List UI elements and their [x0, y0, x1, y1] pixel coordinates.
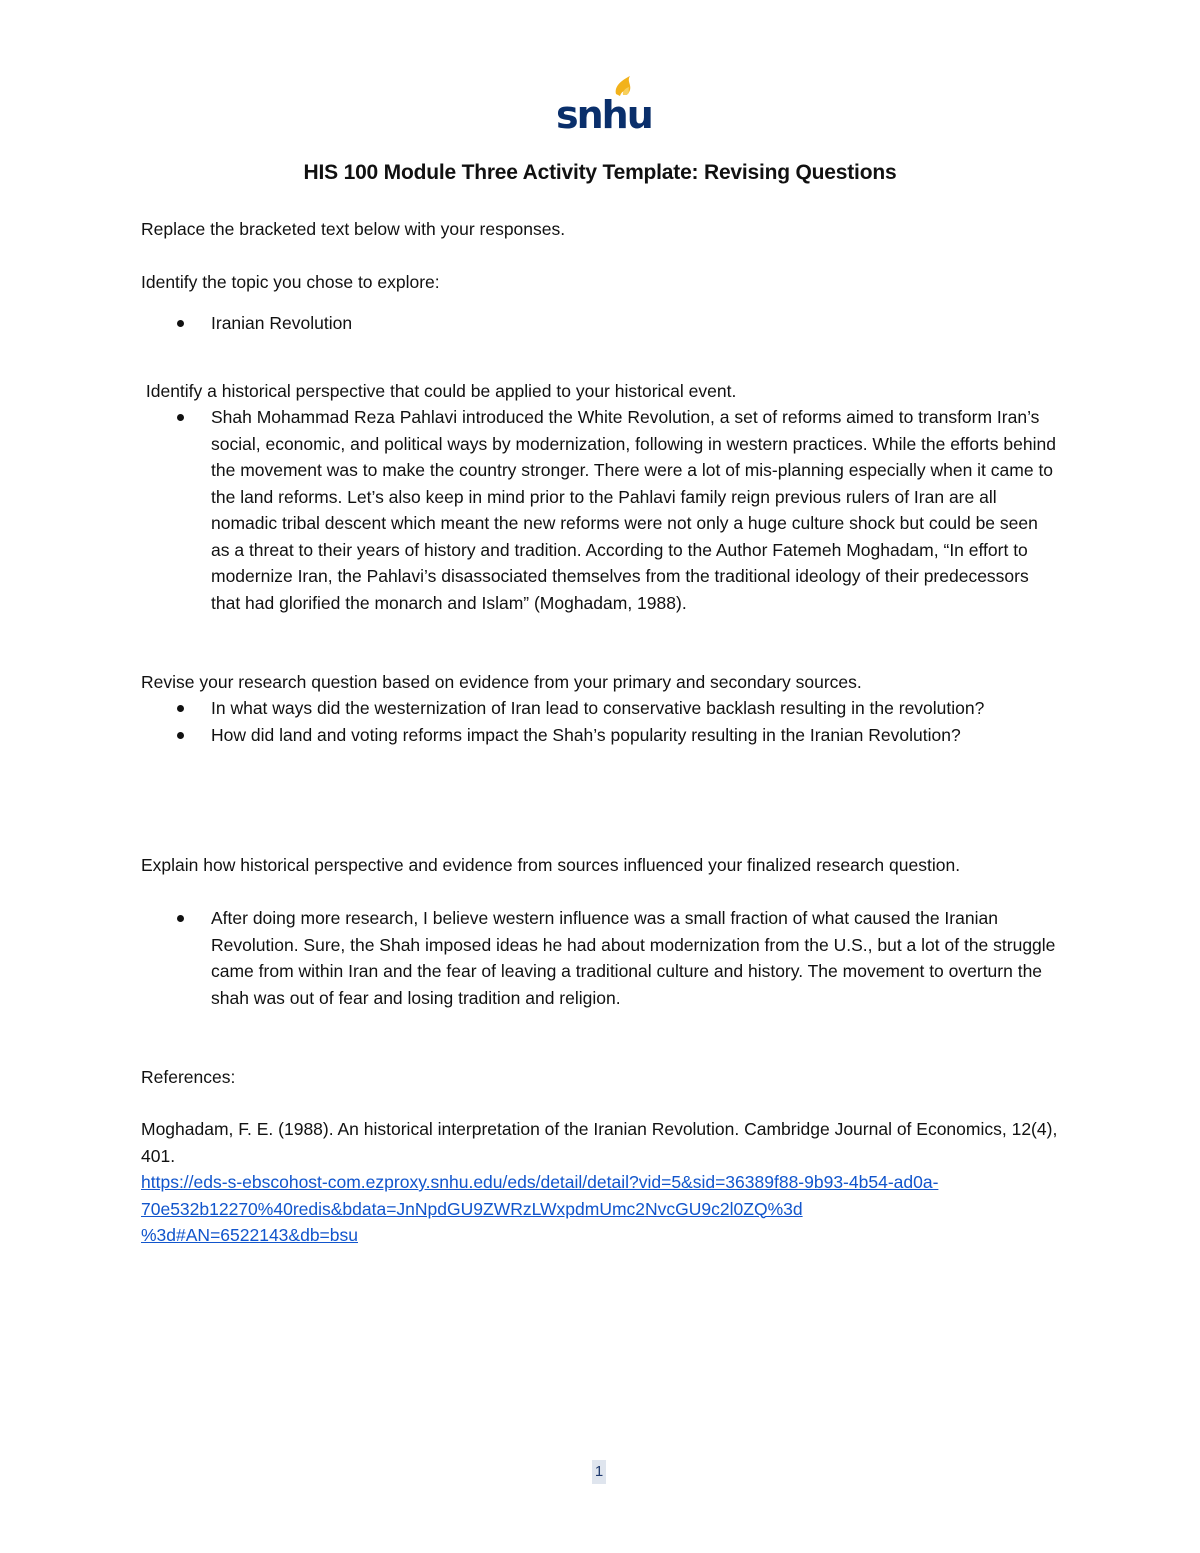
bullet-dot [177, 320, 184, 327]
list-item [141, 905, 1061, 1011]
references-heading: References: [141, 1067, 236, 1087]
explain-bullet-list [141, 905, 1061, 1011]
list-item-text: After doing more research, I believe western influence was a small fraction of what caused the Iranian Revolution. Sure, the Shah imposed ideas he had about modernization from the U.S., but a lot of the struggle came from within Iran and the fear of leaving a traditional culture and history. The movement to overturn the shah was out of fear and losing tradition and religion. [211, 908, 1056, 1008]
list-item [141, 695, 1061, 722]
list-item [141, 310, 1061, 337]
reference-link-line-1[interactable]: https://eds-s-ebscohost-com.ezproxy.snhu.edu/eds/detail/detail?vid=5&sid=36389f88-9b93-4b54-ad0a- [141, 1172, 939, 1192]
revise-bullet-list [141, 695, 1061, 748]
instructions-text: Replace the bracketed text below with your responses. [141, 219, 566, 239]
perspective-bullet-list [141, 404, 1061, 616]
list-item-text: Shah Mohammad Reza Pahlavi introduced the White Revolution, a set of reforms aimed to transform Iran’s social, economic, and political ways by modernization, following in western practices. While the efforts behind the movement was to make the country stronger. There were a lot of mis-planning especially when it came to the land reforms. Let’s also keep in mind prior to the Pahlavi family reign previous rulers of Iran are all nomadic tribal descent which meant the new reforms were not only a huge culture shock but could be seen as a threat to their years of history and tradition. According to the Author Fatemeh Moghadam, “In effort to modernize Iran, the Pahlavi’s disassociated themselves from the traditional ideology of their predecessors that had glorified the monarch and Islam” (Moghadam, 1988). [211, 407, 1056, 613]
list-item-text: Iranian Revolution [211, 313, 353, 333]
snhu-logo [556, 76, 652, 137]
bullet-dot [177, 705, 184, 712]
document-title: HIS 100 Module Three Activity Template: Revising Questions [303, 161, 897, 184]
list-item [141, 722, 1061, 749]
revise-prompt: Revise your research question based on evidence from your primary and secondary sources. [141, 672, 862, 692]
explain-prompt: Explain how historical perspective and evidence from sources influenced your finalized research question. [141, 855, 961, 875]
bullet-dot [177, 915, 184, 922]
reference-citation [141, 1116, 1061, 1249]
citation-text: Moghadam, F. E. (1988). An historical interpretation of the Iranian Revolution. Cambridge Journal of Economics, 12(4), 401. [141, 1119, 1058, 1166]
reference-link-line-2[interactable]: 70e532b12270%40redis&bdata=JnNpdGU9ZWRzLWxpdmUmc2NvcGU9c2l0ZQ%3d [141, 1198, 803, 1219]
list-item-text: How did land and voting reforms impact the Shah’s popularity resulting in the Iranian Revolution? [211, 724, 961, 745]
list-item [141, 404, 1061, 616]
svg-text:snhu: snhu [556, 93, 652, 137]
list-item-text: In what ways did the westernization of Iran lead to conservative backlash resulting in the revolution? [211, 698, 985, 718]
topic-bullet-list [141, 310, 1061, 337]
perspective-prompt: Identify a historical perspective that could be applied to your historical event. [141, 381, 737, 401]
page-number: 1 [592, 1460, 606, 1484]
reference-link-line-3[interactable]: %3d#AN=6522143&db=bsu [141, 1225, 358, 1245]
topic-prompt: Identify the topic you chose to explore: [141, 272, 440, 292]
bullet-dot [177, 732, 184, 739]
bullet-dot [177, 414, 184, 421]
